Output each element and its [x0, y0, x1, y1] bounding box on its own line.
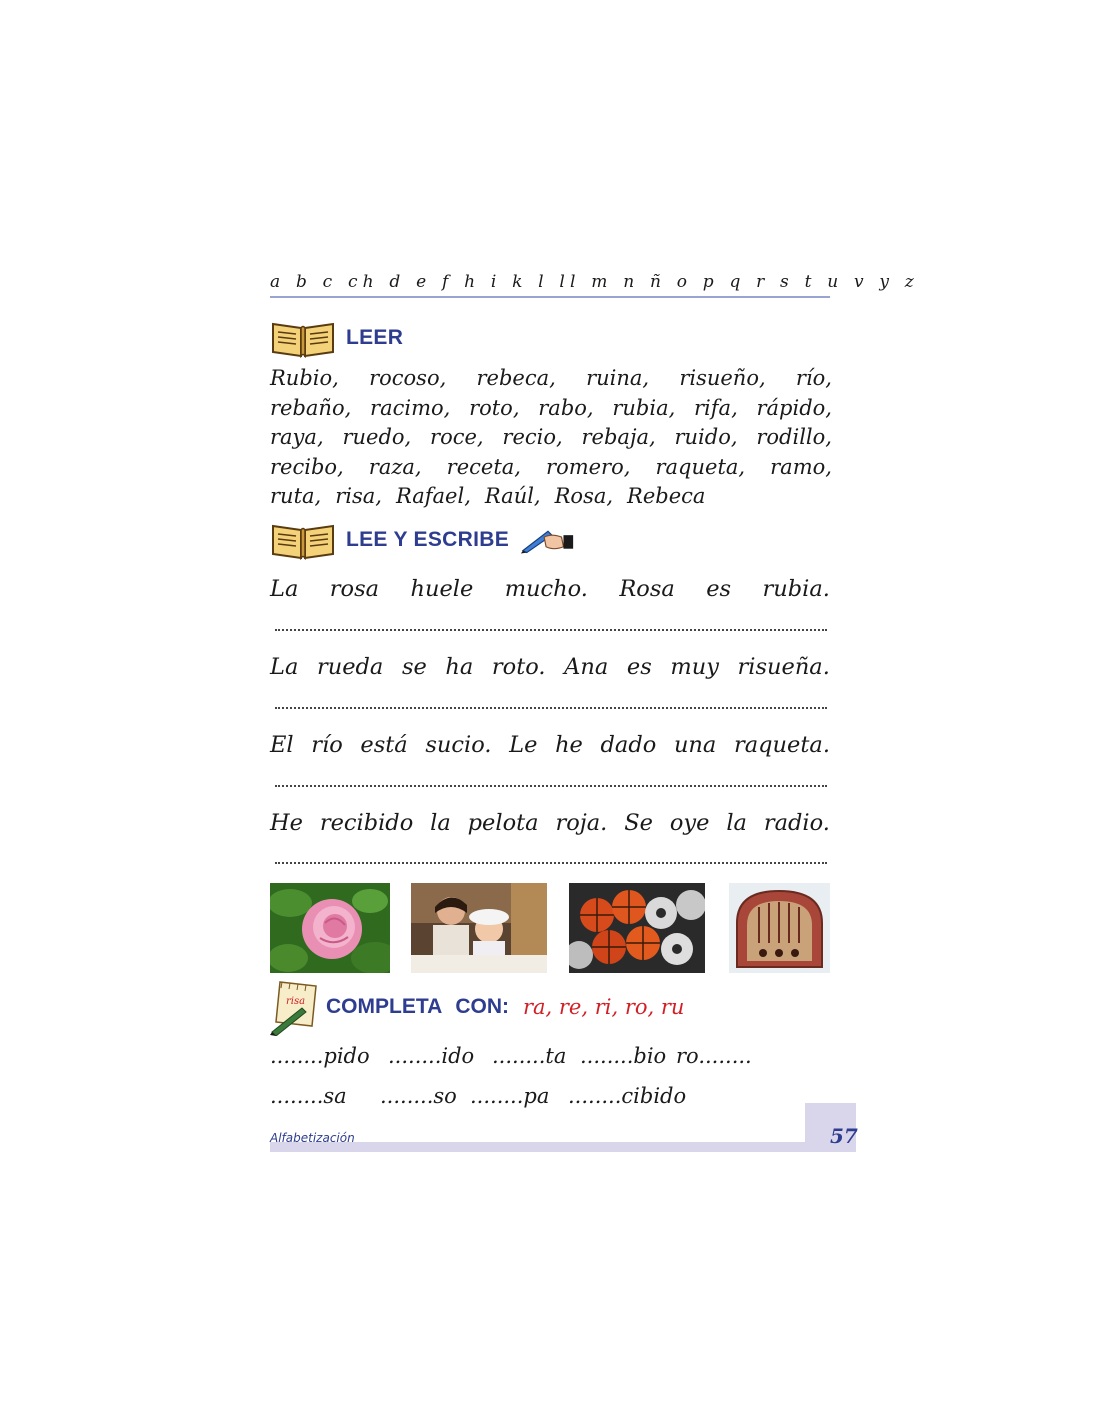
sentence-word: dado [600, 732, 657, 758]
reading-word: receta, [446, 454, 521, 479]
sentence-2 [270, 650, 830, 684]
sentence-word: es [626, 654, 652, 680]
reading-word: rebaja, [581, 425, 656, 449]
alphabet-strip: a b c ch d e f h i k l ll m n ñ o p q r s t u v y z [270, 268, 830, 298]
reading-word: raqueta, [655, 454, 746, 479]
reading-word: recibo, [270, 454, 344, 479]
completa-syllables: ra, re, ri, ro, ru [522, 995, 685, 1019]
sentence-word: rubia. [762, 576, 830, 602]
sentence-4 [270, 806, 830, 840]
completa-title: COMPLETA CON: [326, 995, 509, 1018]
sentence-word: se [401, 654, 427, 680]
sentence-word: huele [410, 576, 474, 602]
sentence-word: Se [624, 810, 653, 836]
sentence-row [270, 650, 830, 684]
sentence-word: Le [509, 732, 538, 758]
fill-item[interactable]: ........cibido [568, 1084, 687, 1108]
fill-item[interactable]: ........so [380, 1084, 457, 1108]
reading-word: rifa, [694, 395, 738, 420]
sentence-word: ha [445, 654, 474, 680]
fill-item[interactable]: ........bio [580, 1044, 667, 1068]
sentence-word: mucho. [504, 576, 588, 602]
sentence-word: es [706, 576, 732, 602]
reading-word: Rafael, [395, 484, 471, 508]
fill-item[interactable]: ro........ [676, 1044, 752, 1068]
open-book-icon [270, 520, 336, 560]
footer-label: Alfabetización [270, 1131, 355, 1145]
reading-word: rabo, [538, 395, 594, 420]
child-with-hat-photo [411, 883, 547, 973]
balls-photo [569, 883, 705, 973]
writing-hand-icon [519, 525, 577, 555]
writing-line[interactable] [275, 862, 827, 864]
reading-word: risa, [335, 484, 382, 508]
leer-title: LEER [346, 326, 404, 349]
notepad-pencil-icon [268, 978, 324, 1036]
reading-word: rocoso, [369, 366, 447, 390]
reading-words [270, 364, 832, 512]
reading-word: roto, [469, 395, 520, 420]
note-text: risa [286, 996, 306, 1007]
sentence-word: rosa [329, 576, 380, 602]
writing-line[interactable] [275, 707, 827, 709]
fill-item[interactable]: ........ido [388, 1044, 475, 1068]
sentence-word: está [360, 732, 408, 758]
writing-line[interactable] [275, 785, 827, 787]
reading-word: Rubio, [270, 366, 339, 390]
footer-band [270, 1142, 855, 1152]
leer-heading [270, 318, 403, 358]
reading-word: rebaño, [270, 395, 352, 420]
reading-line [270, 364, 832, 394]
reading-word: ruedo, [342, 425, 412, 449]
reading-word: ramo, [770, 454, 832, 479]
reading-word: roce, [430, 425, 484, 449]
sentence-1 [270, 572, 830, 606]
reading-word: ruido, [674, 425, 738, 449]
old-radio-photo [729, 883, 830, 973]
fill-item[interactable]: ........ta [492, 1044, 567, 1068]
reading-word: rápido, [756, 395, 832, 420]
reading-word: río, [795, 366, 832, 390]
sentence-word: sucio. [425, 732, 492, 758]
fill-row-1 [270, 1040, 750, 1072]
sentence-row [270, 572, 830, 606]
sentence-word: radio. [763, 810, 830, 836]
reading-word: romero, [546, 454, 631, 479]
lee-y-escribe-heading [270, 520, 577, 560]
sentence-word: oye [669, 810, 710, 836]
reading-word: racimo, [370, 395, 451, 420]
fill-item[interactable]: ........pa [470, 1084, 550, 1108]
sentence-word: He [270, 810, 303, 836]
sentence-word: raqueta. [733, 732, 830, 758]
sentence-word: Ana [564, 654, 609, 680]
sentence-word: una [673, 732, 717, 758]
completa-heading [268, 978, 684, 1036]
reading-line [270, 453, 832, 483]
reading-word: raza, [368, 454, 422, 479]
sentence-word: La [270, 654, 299, 680]
reading-word: rubia, [612, 395, 676, 420]
reading-word: recio, [502, 425, 563, 449]
page-number: 57 [830, 1124, 858, 1148]
lee-y-escribe-title: LEE Y ESCRIBE [346, 528, 510, 551]
sentence-word: la [726, 810, 747, 836]
sentence-word: roto. [491, 654, 546, 680]
fill-item[interactable]: ........sa [270, 1084, 347, 1108]
reading-word: Raúl, [484, 484, 541, 508]
sentence-word: río [311, 732, 343, 758]
reading-word: rodillo, [756, 425, 832, 449]
sentence-row [270, 806, 830, 840]
reading-word: Rebeca [627, 484, 706, 508]
reading-word: Rosa, [554, 484, 614, 508]
sentence-3 [270, 728, 830, 762]
reading-word: ruta, [270, 484, 322, 508]
fill-item[interactable]: ........pido [270, 1044, 370, 1068]
sentence-word: El [270, 732, 294, 758]
sentence-word: pelota [467, 810, 539, 836]
sentence-row [270, 728, 830, 762]
fill-row-2 [270, 1080, 690, 1112]
reading-line [270, 423, 832, 453]
rose-photo [270, 883, 390, 973]
sentence-word: muy [670, 654, 719, 680]
reading-word: risueño, [679, 366, 766, 390]
sentence-word: rueda [316, 654, 384, 680]
sentence-word: Rosa [619, 576, 675, 602]
reading-line [270, 482, 832, 512]
sentence-word: he [555, 732, 583, 758]
writing-line[interactable] [275, 629, 827, 631]
reading-word: rebeca, [476, 366, 556, 390]
sentence-word: recibido [319, 810, 414, 836]
sentence-word: roja. [555, 810, 608, 836]
sentence-word: La [270, 576, 299, 602]
sentence-word: risueña. [737, 654, 830, 680]
reading-word: raya, [270, 425, 324, 449]
sentence-word: la [430, 810, 451, 836]
open-book-icon [270, 318, 336, 358]
reading-line [270, 394, 832, 424]
reading-word: ruina, [586, 366, 650, 390]
